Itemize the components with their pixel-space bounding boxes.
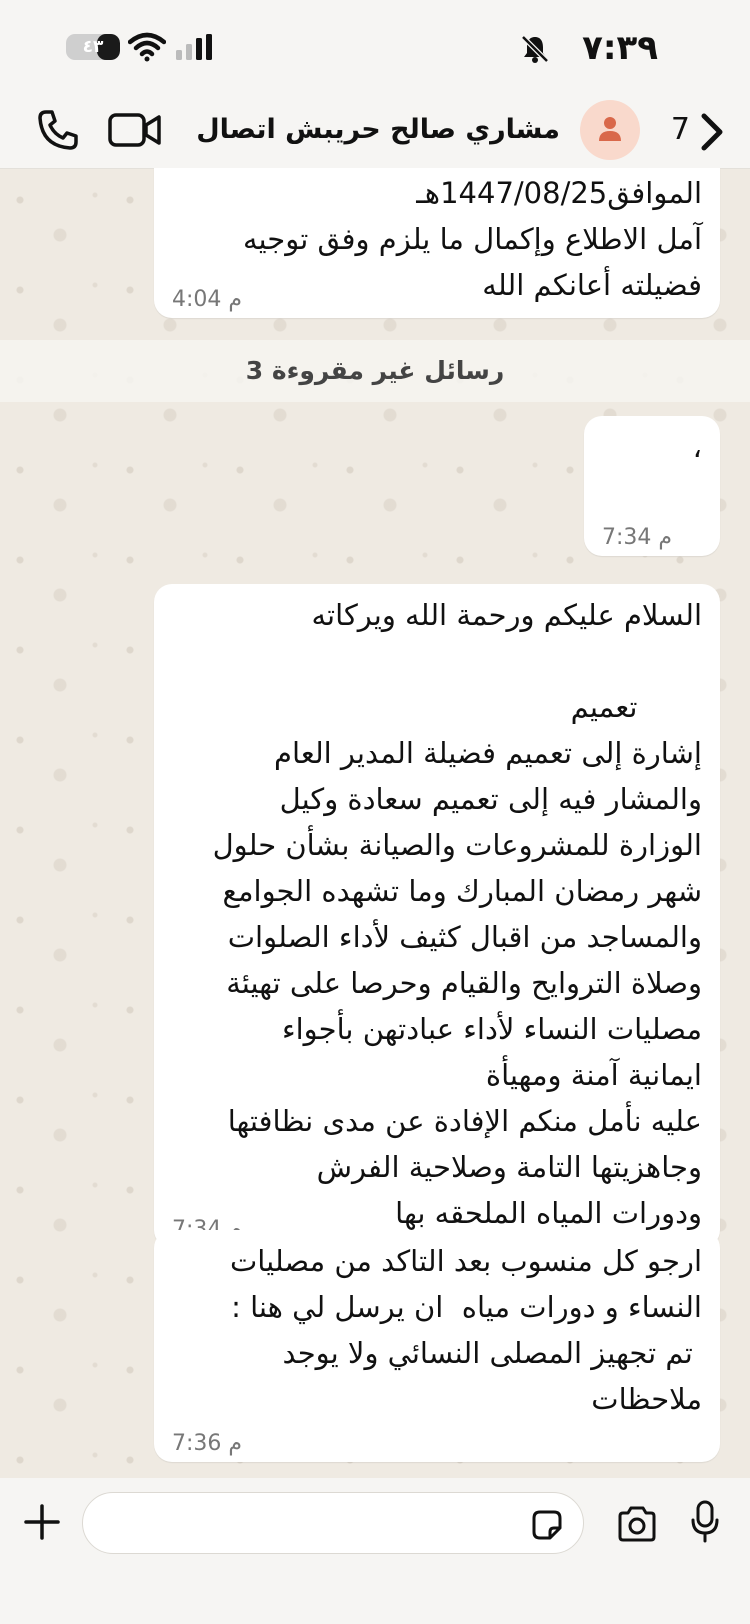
message-text: السلام عليكم ورحمة الله ويركاته تعميم إشارة إلى تعميم فضيلة المدير العام والمشار فيه إلى تعميم سعادة وكيل الوزارة للمشروعات والصيانة بشأن حلول شهر رمضان المبارك وما تشهده الجوامع والمساجد من اقبال كثيف لأداء الصلوات وصلاة التروايح والقيام وحرصا على تهيئة مصليات النساء لأداء عبادتهن بأجواء ايمانية آمنة ومهيأة عليه نأمل منكم الإفادة عن مدى نظافتها وجاهزيتها التامة وصلاحية الفرش ودورات المياه الملحقه بها bbox=[212, 598, 702, 1230]
message-time: 4:04 م bbox=[172, 287, 243, 312]
camera-icon[interactable] bbox=[616, 1506, 658, 1542]
battery-indicator bbox=[66, 34, 120, 60]
message-text: ارجو كل منسوب بعد التاكد من مصليات النساء و دورات مياه ان يرسل لي هنا : تم تجهيز المصلى النسائي ولا يوجد ملاحظات bbox=[229, 1244, 702, 1416]
message-bubble[interactable] bbox=[154, 168, 720, 318]
phone-call-icon[interactable] bbox=[36, 108, 80, 152]
video-call-icon[interactable] bbox=[108, 110, 162, 150]
contact-name[interactable]: مشاري صالح حريبش اتصال bbox=[196, 114, 560, 145]
back-chevron-icon[interactable] bbox=[698, 110, 726, 154]
battery-level: ٤٣ bbox=[82, 37, 104, 57]
cellular-signal-icon bbox=[176, 34, 212, 60]
message-text: ، bbox=[692, 430, 702, 464]
microphone-icon[interactable] bbox=[690, 1500, 720, 1544]
status-time: ٧:٣٩ bbox=[582, 28, 658, 68]
avatar[interactable] bbox=[580, 100, 640, 160]
message-composer bbox=[0, 1478, 750, 1624]
unread-messages-text: 3 رسائل غير مقروءة bbox=[245, 356, 505, 385]
bell-muted-icon bbox=[520, 34, 550, 64]
chat-header bbox=[0, 100, 750, 169]
message-time: 7:34 م bbox=[602, 525, 673, 550]
status-bar bbox=[0, 0, 750, 100]
sticker-icon[interactable] bbox=[530, 1508, 564, 1542]
message-time: 7:36 م bbox=[172, 1431, 243, 1456]
unread-count[interactable]: 7 bbox=[670, 112, 690, 147]
unread-messages-banner bbox=[0, 340, 750, 402]
plus-icon[interactable] bbox=[22, 1502, 62, 1542]
message-input[interactable] bbox=[82, 1492, 584, 1554]
message-text: الموافق1447/08/25هـ آمل الاطلاع وإكمال ما يلزم وفق توجيه فضيلته أعانكم الله bbox=[242, 176, 702, 302]
message-bubble[interactable] bbox=[154, 1230, 720, 1462]
wifi-icon bbox=[128, 32, 166, 62]
avatar-person-icon bbox=[598, 116, 622, 142]
message-bubble[interactable] bbox=[154, 584, 720, 1248]
message-bubble[interactable] bbox=[584, 416, 720, 556]
